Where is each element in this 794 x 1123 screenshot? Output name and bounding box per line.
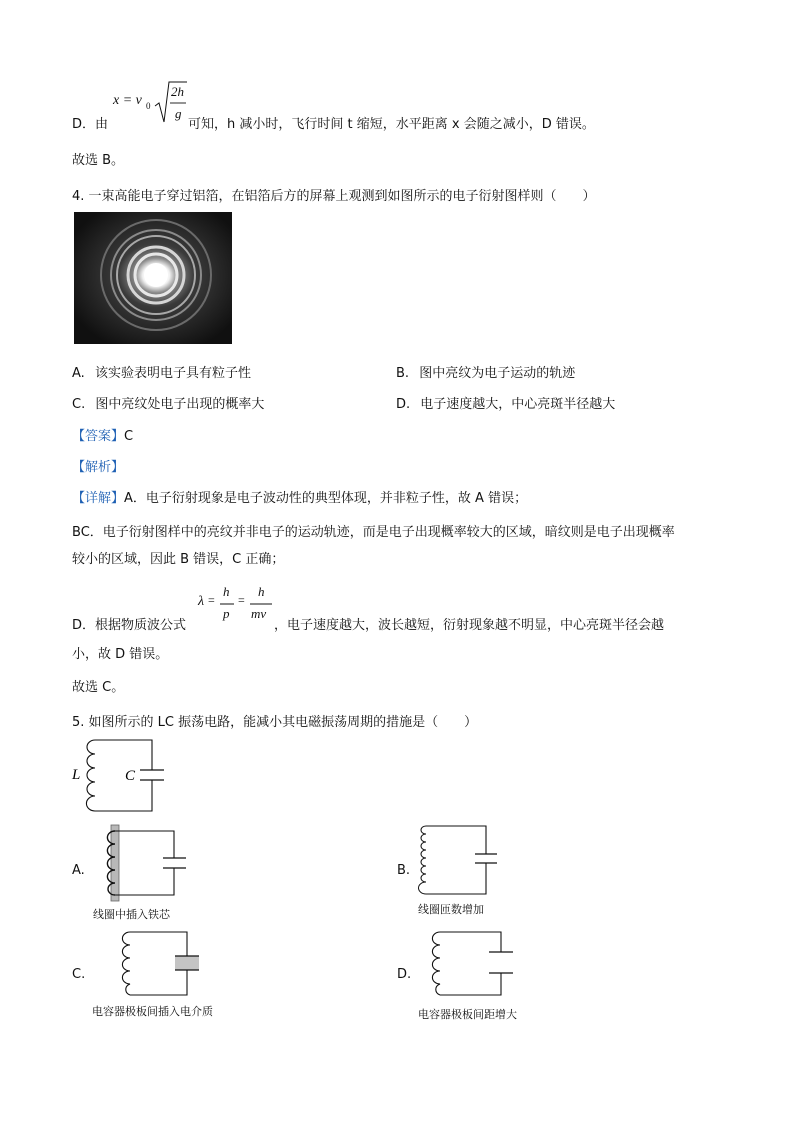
q4-detail-a xyxy=(72,487,527,506)
option-a-circuit-iron-core xyxy=(98,823,190,903)
q5-option-a-letter: A. xyxy=(72,863,85,878)
detail-tag: 【详解】 xyxy=(72,491,125,506)
answer-tag: 【答案】 xyxy=(72,429,125,444)
q4-conclusion: 故选 C。 xyxy=(72,680,125,695)
q4-detail-bc-line1: BC．电子衍射图样中的亮纹并非电子的运动轨迹，而是电子出现概率较大的区域，暗纹则是电子出现概率 xyxy=(72,525,675,540)
q4-analysis-tag: 【解析】 xyxy=(72,460,125,475)
option-text: 图中亮纹为电子运动的轨迹 xyxy=(419,366,576,381)
option-d-circuit-wider-gap xyxy=(428,928,518,1000)
q5-stem: 5. 如图所示的 LC 振荡电路，能减小其电磁振荡周期的措施是（ ） xyxy=(72,715,478,730)
answer-value: C xyxy=(124,429,134,444)
q5-option-c-letter: C. xyxy=(72,967,86,982)
equals-sign: = xyxy=(208,593,215,607)
dielectric-slab xyxy=(175,956,199,970)
q4-option-a xyxy=(72,362,251,381)
option-b-circuit-more-turns xyxy=(414,823,498,899)
option-letter: C. xyxy=(72,397,86,412)
q4-option-c xyxy=(72,393,264,412)
fraction-bar-icon xyxy=(250,603,272,605)
q5-option-d-caption: 电容器极板间距增大 xyxy=(418,1008,517,1021)
q4-option-b xyxy=(396,362,575,381)
detail-a-text: A．电子衍射现象是电子波动性的典型体现，并非粒子性，故 A 错误； xyxy=(124,491,528,506)
q5-option-b-caption: 线圈匝数增加 xyxy=(418,903,484,916)
iron-core-rod xyxy=(111,825,119,901)
q5-option-b-letter: B. xyxy=(397,863,411,878)
lc-circuit-diagram xyxy=(70,735,170,817)
option-text: 图中亮纹处电子出现的概率大 xyxy=(95,397,265,412)
q3-option-d-text: 可知，h 减小时，飞行时间 t 缩短，水平距离 x 会随之减小，D 错误。 xyxy=(188,117,595,132)
option-letter: A. xyxy=(72,366,85,381)
formula-mv: mv xyxy=(251,606,267,621)
q4-detail-bc-line2: 较小的区域，因此 B 错误，C 正确； xyxy=(72,552,285,567)
q5-option-a-caption: 线圈中插入铁芯 xyxy=(93,908,170,921)
q4-answer xyxy=(72,425,133,444)
inductor-label: L xyxy=(72,767,81,783)
equals-sign: = xyxy=(238,593,245,607)
option-c-circuit-dielectric xyxy=(118,928,202,1000)
formula-subscript: 0 xyxy=(146,101,151,111)
formula-denominator: g xyxy=(175,106,182,121)
q5-option-c-caption: 电容器极板间插入电介质 xyxy=(92,1005,213,1018)
q4-detail-d-prefix: D．根据物质波公式 xyxy=(72,618,187,633)
q4-option-d xyxy=(396,393,615,412)
q4-stem: 4. 一束高能电子穿过铝箔，在铝箔后方的屏幕上观测到如图所示的电子衍射图样则（ ） xyxy=(72,189,596,204)
formula-p: p xyxy=(223,606,230,621)
q4-detail-d-text: ，电子速度越大，波长越短，衍射现象越不明显，中心亮斑半径会越 xyxy=(274,618,665,633)
electron-diffraction-image xyxy=(74,212,232,344)
q3-formula xyxy=(113,80,187,126)
q3-conclusion: 故选 B。 xyxy=(72,153,125,168)
formula-numerator: 2h xyxy=(171,84,184,99)
option-text: 电子速度越大，中心亮斑半径越大 xyxy=(420,397,616,412)
formula-lambda: λ xyxy=(198,594,205,609)
option-letter: B. xyxy=(396,366,410,381)
formula-h1: h xyxy=(223,584,230,599)
option-text: 该实验表明电子具有粒子性 xyxy=(94,366,251,381)
formula-lhs: x = v xyxy=(113,93,142,108)
capacitor-label: C xyxy=(125,768,136,784)
formula-h2: h xyxy=(258,584,265,599)
q5-option-d-letter: D. xyxy=(397,967,412,982)
q4-formula xyxy=(196,582,274,628)
fraction-bar-icon xyxy=(220,603,234,605)
q4-detail-d-line2: 小，故 D 错误。 xyxy=(72,647,169,662)
option-letter: D. xyxy=(396,397,411,412)
q3-option-d-prefix: D．由 xyxy=(72,117,109,132)
